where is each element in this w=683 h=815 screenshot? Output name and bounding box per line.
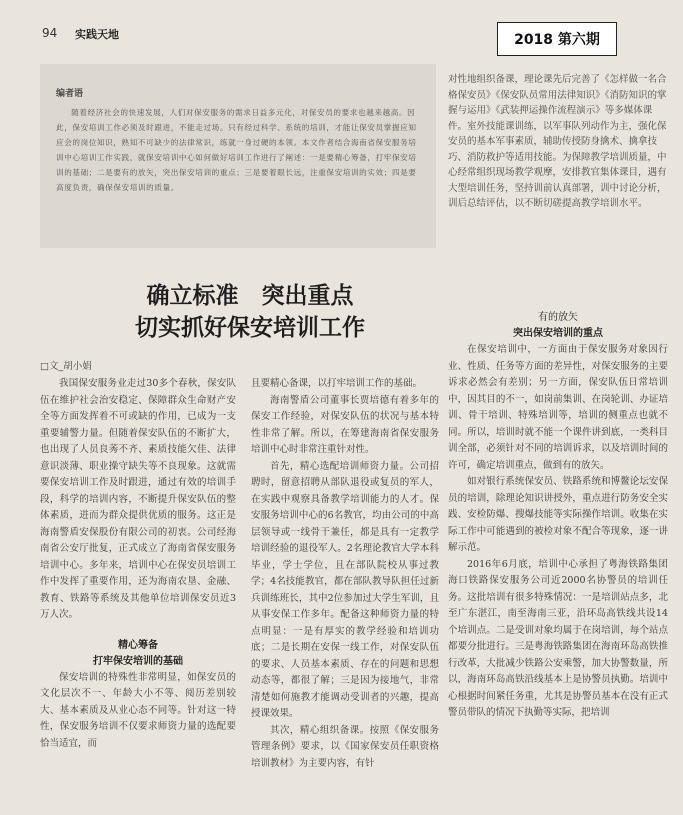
subheading-2-line-2: 突出保安培训的重点 (513, 328, 603, 339)
subheading-1-line-2: 打牢保安培训的基础 (93, 655, 183, 667)
title-line-2: 切实抓好保安培训工作 (135, 315, 365, 341)
issue-label: 2018 第六期 (497, 22, 617, 56)
paragraph: 我国保安服务业走过30多个春秋，保安队伍在维护社会治安稳定、保障群众生命财产安全等方面发挥着不可或缺的作用，已成为一支重要辅警力量。但随着保安队伍的不断扩大，也出现了人员良莠不齐、素质技能欠佳、法律意识淡薄、职业操守缺失等不良现象。这就需要保安培训工作及时跟进，通过有效的培训手段，科学的培训内容，不断提升保安队伍的整体素质，进而为群众提供优质的服务。这正是海南警盾安保股份有限公司的初衷。公司经海南省公安厅批复，正式成立了海南省保安服务培训中心。多年来，培训中心在保安员培训工作中发挥了重要作用，还为海南农垦、金融、教育、铁路等系统及其他单位培训保安员近3万人次。 (40, 378, 236, 620)
paragraph: 如对银行系统保安员、铁路系统和博鳌论坛安保员的培训，除理论知识讲授外，重点进行防务安全实践、安检防爆、搜爆技能等实际操作培训。收集在实际工作中可能遇到的被检对象不配合等现象，逐一讲解示范。 (448, 476, 668, 553)
paragraph: 首先，精心选配培训师资力量。公司招聘时，留意招聘从部队退役或复员的军人，在实践中观察具备教学培训能力的人才。保安服务培训中心的6名教官，均由公司的中高层领导或一线骨干兼任，都是具有一定教学培训经验的退役军人。2名理论教官大学本科毕业，学士学位，且在部队院校从事过教学；4名技能教官，都在部队教导队担任过新兵训练班长，其中2位参加过大学生军训，且从事安保工作多年。配备这种师资力量的特点明显：一是有厚实的教学经验和培训功底；二是长期在安保一线工作，对保安队伍的要求、人员基本素质、存在的问题和思想动态等，都很了解；三是因为接地气，非常清楚如何施教才能调动受训者的兴趣，提高授课效果。 (251, 460, 439, 719)
column-2 (251, 376, 439, 772)
paragraph: 保安培训的特殊性非常明显，如保安员的文化层次不一、年龄大小不等、阅历差别较大、基本素质及从业心态不同等。针对这一特性，保安服务培训不仅要求师资力量的选配要恰当适宜，而 (40, 671, 236, 749)
editor-note-box (40, 64, 436, 248)
paragraph: 在保安培训中，一方面由于保安服务对象因行业、性质、任务等方面的差异性，对保安服务的主要诉求必然会有差别；另一方面，保安队伍日常培训中，因其目的不一，如岗前集训、在岗轮训、办证培训、骨干培训、特殊培训等，培训的侧重点也就不同。所以，培训时就不能一个课件讲到底，一类科目训全部，必须针对不同的培训诉求，以及培训时间的许可，确定培训重点，做到有的放矢。 (448, 344, 668, 471)
article-title (70, 280, 430, 344)
title-line-1: 确立标准 突出重点 (146, 283, 354, 309)
column-3 (448, 310, 668, 722)
editor-note-text: 随着经济社会的快速发展，人们对保安服务的需求日益多元化，对保安员的要求也越来越高。因此，保安培训工作必须及时跟进，不能走过场。只有经过科学、系统的培训，才能让保安员掌握应知应会的岗位知识，熟知不可缺少的法律常识，练就一身过硬的本领。本文作者结合海南省保安服务培训中心培训工作实践，就保安培训中心如何做好培训工作进行了阐述：一是要精心筹备，打牢保安培训的基础；二是要有的放矢，突出保安培训的重点；三是要着眼长远，注重保安培训的实效；四是要高度负责，确保保安培训的质量。 (56, 108, 417, 192)
paragraph: 且要精心备课，以打牢培训工作的基础。 (251, 378, 423, 389)
subheading-1-line-1: 精心筹备 (118, 639, 158, 651)
right-column-top-text: 对性地组织备课，理论课先后完善了《怎样做一名合格保安员》《保安队员常用法律知识》《消防知识的掌握与运用》《武装押运操作流程演示》等多媒体课件。室外技能课训练，以军事队列动作为主，强化保安员的基本军事素质，辅助传授防身擒术、擒拿技巧、消防救护等适用技能。为保障教学培训质量，中心经常组织现场教学观摩，安排教官集体课目，遇有大型培训任务，坚持训前认真部署，训中讨论分析，训后总结评估，以不断切磋提高教学培训水平。 (448, 74, 667, 209)
page-number: 94 (42, 26, 58, 40)
paragraph: 海南警盾公司董事长贾培德有着多年的保安工作经验，对保安队伍的状况与基本特性非常了解。所以，在筹建海南省保安服务培训中心时非常注重针对性。 (251, 394, 439, 455)
section-name: 实践天地 (75, 28, 119, 41)
column-1 (40, 376, 236, 752)
paragraph: 其次，精心组织备课。按照《保安服务管理条例》要求，以《国家保安员任职资格培训教材》为主要内容，有针 (251, 724, 439, 769)
subheading-2-line-1: 有的放矢 (538, 312, 578, 323)
author-byline: □文_胡小娟 (40, 361, 92, 372)
editor-note-label: 编者语 (56, 89, 84, 99)
paragraph: 2016年6月底，培训中心承担了粤海铁路集团海口铁路保安服务公司近2000名协警员的培训任务。这批培训有很多特殊情况：一是培训站点多，北至广东湛江，南至海南三亚，沿环岛高铁线共设14个培训点。二是受训对象均属于在岗培训，每个站点都要分批进行。三是粤海铁路集团在海南环岛高铁推行改革，大批减少铁路公安乘警，加大协警数量，所以，海南环岛高铁沿线基本上是协警员执勤。培训中心根据时间紧任务重，尤其是协警员基本在没有正式警员带队的情况下执勤等实际，把培训 (448, 558, 668, 718)
